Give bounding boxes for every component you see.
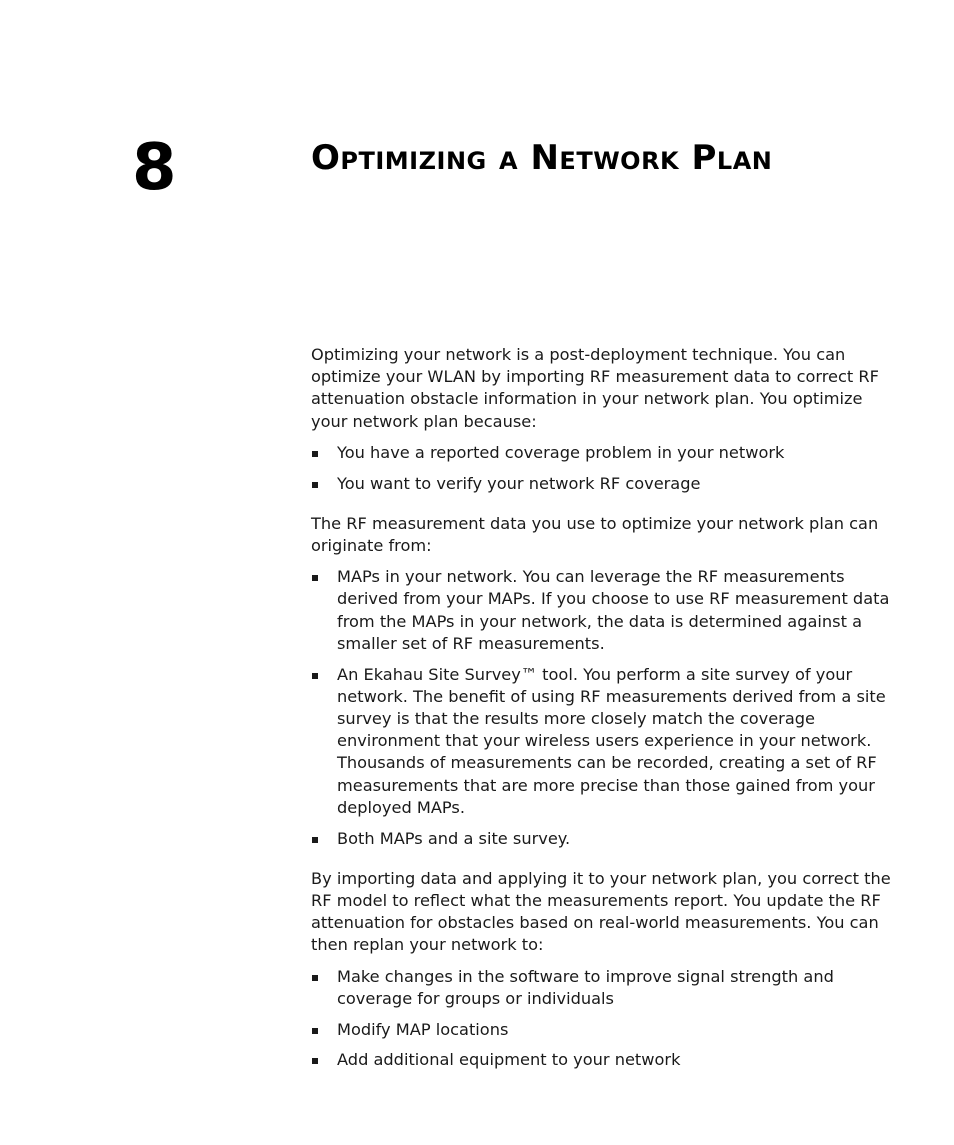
replan-actions-list [311, 966, 891, 1072]
list-item: An Ekahau Site Survey™ tool. You perform a site survey of your network. The benefit of using RF measurements derived from a site survey is that the results more closely match the coverage environment that your wireless users experience in your network. Thousands of measurements can be recorded, creating a set of RF measurements that are more precise than those gained from your deployed MAPs. [311, 664, 891, 819]
chapter-number: 8 [132, 131, 177, 205]
list-item: Both MAPs and a site survey. [311, 828, 891, 850]
list-item: Modify MAP locations [311, 1019, 891, 1041]
sources-intro-paragraph: The RF measurement data you use to optimize your network plan can originate from: [311, 513, 879, 556]
list-item: Make changes in the software to improve signal strength and coverage for groups or individuals [311, 966, 891, 1010]
list-item: MAPs in your network. You can leverage the RF measurements derived from your MAPs. If you choose to use RF measurement data from the MAPs in your network, the data is determined against a smaller set of RF measurements. [311, 566, 891, 655]
sources-list [311, 566, 891, 850]
intro-paragraph: Optimizing your network is a post-deployment technique. You can optimize your WLAN by importing RF measurement data to correct RF attenuation obstacle information in your network plan. You optimize your network plan because: [311, 345, 879, 431]
replan-intro-paragraph: By importing data and applying it to your network plan, you correct the RF model to reflect what the measurements report. You update the RF attenuation for obstacles based on real-world measurements. You can then replan your network to: [311, 868, 891, 955]
chapter-title: Optimizing a Network Plan [311, 138, 773, 178]
list-item: You have a reported coverage problem in your network [311, 442, 891, 464]
list-item: You want to verify your network RF coverage [311, 473, 891, 495]
chapter-body [311, 344, 891, 1090]
list-item: Add additional equipment to your network [311, 1049, 891, 1071]
reasons-list [311, 442, 891, 495]
